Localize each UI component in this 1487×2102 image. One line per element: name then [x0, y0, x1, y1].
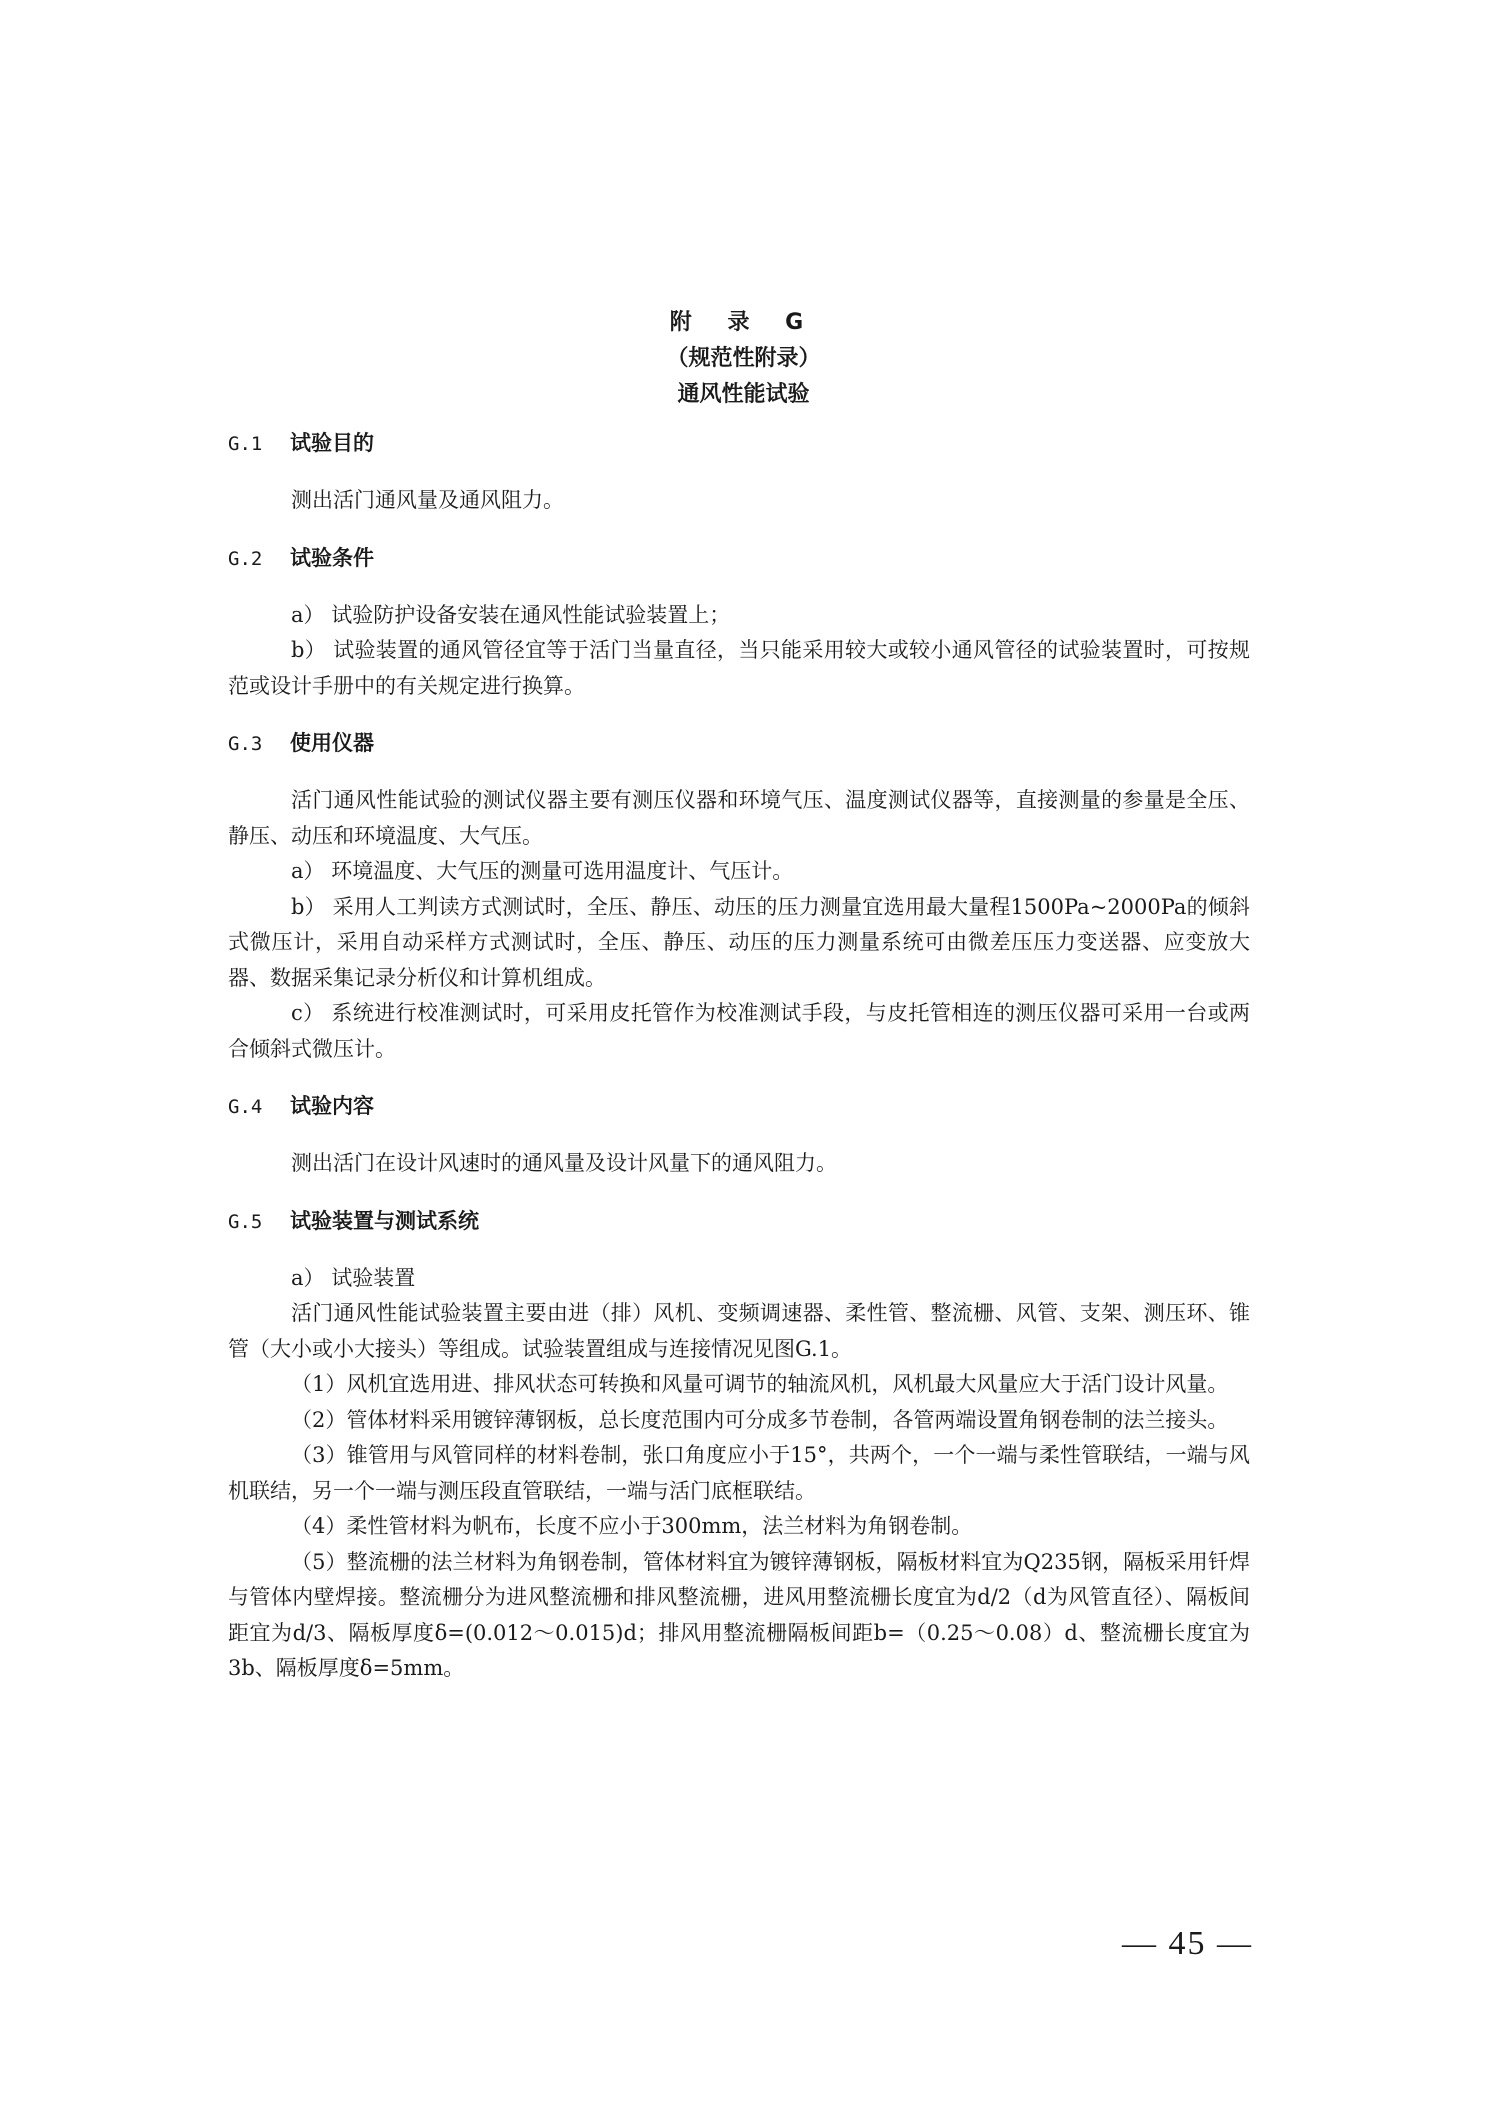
section-g2 [228, 541, 1250, 705]
section-heading [228, 1204, 1250, 1239]
section-number: G.4 [228, 1096, 263, 1118]
paragraph: a） 环境温度、大气压的测量可选用温度计、气压计。 [291, 859, 794, 883]
section-heading [228, 726, 1250, 761]
section-number: G.5 [228, 1210, 263, 1233]
section-g1 [228, 426, 1250, 519]
section-g5 [228, 1204, 1250, 1687]
section-title: 试验内容 [290, 1094, 374, 1118]
paragraph: 测出活门在设计风速时的通风量及设计风量下的通风阻力。 [291, 1151, 837, 1175]
paragraph: （1）风机宜选用进、排风状态可转换和风量可调节的轴流风机，风机最大风量应大于活门设计风量。 [291, 1372, 1229, 1396]
paragraph: b） 采用人工判读方式测试时，全压、静压、动压的压力测量宜选用最大量程1500Pa~2000Pa的倾斜式微压计，采用自动采样方式测试时，全压、静压、动压的压力测量系统可由微差压压力变送器、应变放大器、数据采集记录分析仪和计算机组成。 [228, 894, 1250, 990]
paragraph: 测出活门通风量及通风阻力。 [291, 488, 564, 512]
section-number: G.3 [228, 733, 263, 755]
main-content [228, 426, 1250, 1709]
section-g3 [228, 726, 1250, 1067]
page-number: — 45 — [1122, 1925, 1253, 1962]
paragraph: 活门通风性能试验装置主要由进（排）风机、变频调速器、柔性管、整流栅、风管、支架、测压环、锥管（大小或小大接头）等组成。试验装置组成与连接情况见图G.1。 [228, 1301, 1250, 1361]
section-heading [228, 426, 1250, 461]
paragraph: a） 试验装置 [291, 1265, 416, 1290]
section-number: G.1 [228, 433, 263, 455]
section-title: 使用仪器 [290, 731, 374, 755]
paragraph: a） 试验防护设备安装在通风性能试验装置上； [291, 602, 731, 627]
paragraph: c） 系统进行校准测试时，可采用皮托管作为校准测试手段，与皮托管相连的测压仪器可采用一台或两合倾斜式微压计。 [228, 1001, 1250, 1061]
section-heading [228, 1089, 1250, 1124]
section-title: 试验条件 [290, 545, 374, 570]
paragraph: （5）整流栅的法兰材料为角钢卷制，管体材料宜为镀锌薄钢板，隔板材料宜为Q235钢，隔板采用钎焊与管体内壁焊接。整流栅分为进风整流栅和排风整流栅，进风用整流栅长度宜为d/2（d为风管直径）、隔板间距宜为d/3、隔板厚度δ=(0.012～0.015)d；排风用整流栅隔板间距b=（0.25～0.08）d、整流栅长度宜为3b、隔板厚度δ=5mm。 [228, 1549, 1250, 1680]
appendix-title: 附 录 G [669, 310, 818, 335]
section-title: 试验装置与测试系统 [290, 1208, 479, 1233]
section-title: 试验目的 [290, 431, 374, 455]
paragraph: b） 试验装置的通风管径宜等于活门当量直径，当只能采用较大或较小通风管径的试验装置时，可按规范或设计手册中的有关规定进行换算。 [228, 638, 1250, 698]
paragraph: （3）锥管用与风管同样的材料卷制，张口角度应小于15°，共两个，一个一端与柔性管联结，一端与风机联结，另一个一端与测压段直管联结，一端与活门底框联结。 [228, 1443, 1250, 1503]
paragraph: （2）管体材料采用镀锌薄钢板，总长度范围内可分成多节卷制，各管两端设置角钢卷制的法兰接头。 [291, 1407, 1229, 1432]
section-number: G.2 [228, 547, 263, 570]
appendix-title-block [0, 305, 1487, 413]
paragraph: （4）柔性管材料为帆布，长度不应小于300mm，法兰材料为角钢卷制。 [291, 1514, 973, 1538]
paragraph: 活门通风性能试验的测试仪器主要有测压仪器和环境气压、温度测试仪器等，直接测量的参量是全压、静压、动压和环境温度、大气压。 [228, 788, 1250, 848]
section-g4 [228, 1089, 1250, 1182]
appendix-subject: 通风性能试验 [677, 382, 810, 407]
appendix-type: （规范性附录） [666, 346, 821, 371]
section-heading [228, 541, 1250, 576]
